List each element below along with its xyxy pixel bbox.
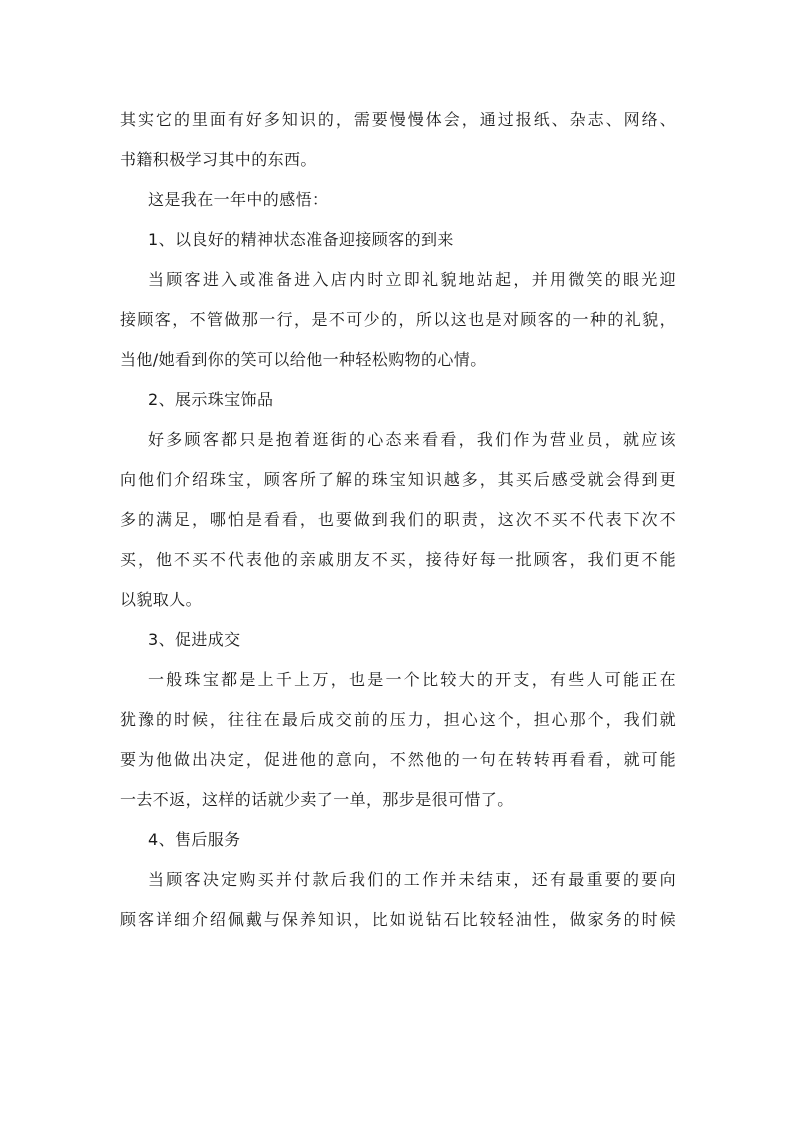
text-line: 好多顾客都只是抱着逛街的心态来看看，我们作为营业员，就应该 xyxy=(148,430,676,449)
section-heading: 1、以良好的精神状态准备迎接顾客的到来 xyxy=(148,230,454,249)
text-line: 一去不返，这样的话就少卖了一单，那步是很可惜了。 xyxy=(120,790,514,809)
text-line: 当顾客进入或准备进入店内时立即礼貌地站起，并用微笑的眼光迎 xyxy=(148,270,676,289)
section-heading: 2、展示珠宝饰品 xyxy=(148,390,274,409)
section-heading: 4、售后服务 xyxy=(148,830,241,849)
document-body xyxy=(120,100,676,940)
text-line: 书籍积极学习其中的东西。 xyxy=(120,150,317,169)
text-line: 当他/她看到你的笑可以给他一种轻松购物的心情。 xyxy=(120,350,487,369)
text-line: 当顾客决定购买并付款后我们的工作并未结束，还有最重要的要向 xyxy=(148,870,676,889)
text-line: 以貌取人。 xyxy=(120,590,203,609)
text-line: 要为他做出决定，促进他的意向，不然他的一句在转转再看看，就可能 xyxy=(120,750,676,769)
text-line: 其实它的里面有好多知识的，需要慢慢体会，通过报纸、杂志、网络、 xyxy=(120,110,676,129)
text-line: 向他们介绍珠宝，顾客所了解的珠宝知识越多，其买后感受就会得到更 xyxy=(120,470,676,489)
text-line: 一般珠宝都是上千上万，也是一个比较大的开支，有些人可能正在 xyxy=(148,670,676,689)
text-line: 顾客详细介绍佩戴与保养知识，比如说钻石比较轻油性，做家务的时候 xyxy=(120,910,676,929)
text-line: 买，他不买不代表他的亲戚朋友不买，接待好每一批顾客，我们更不能 xyxy=(120,550,676,569)
text-line: 这是我在一年中的感悟： xyxy=(148,190,329,209)
section-heading: 3、促进成交 xyxy=(148,630,241,649)
text-line: 多的满足，哪怕是看看，也要做到我们的职责，这次不买不代表下次不 xyxy=(120,510,676,529)
text-line: 接顾客，不管做那一行，是不可少的，所以这也是对顾客的一种的礼貌， xyxy=(120,310,676,329)
text-line: 犹豫的时候，往往在最后成交前的压力，担心这个，担心那个，我们就 xyxy=(120,710,676,729)
